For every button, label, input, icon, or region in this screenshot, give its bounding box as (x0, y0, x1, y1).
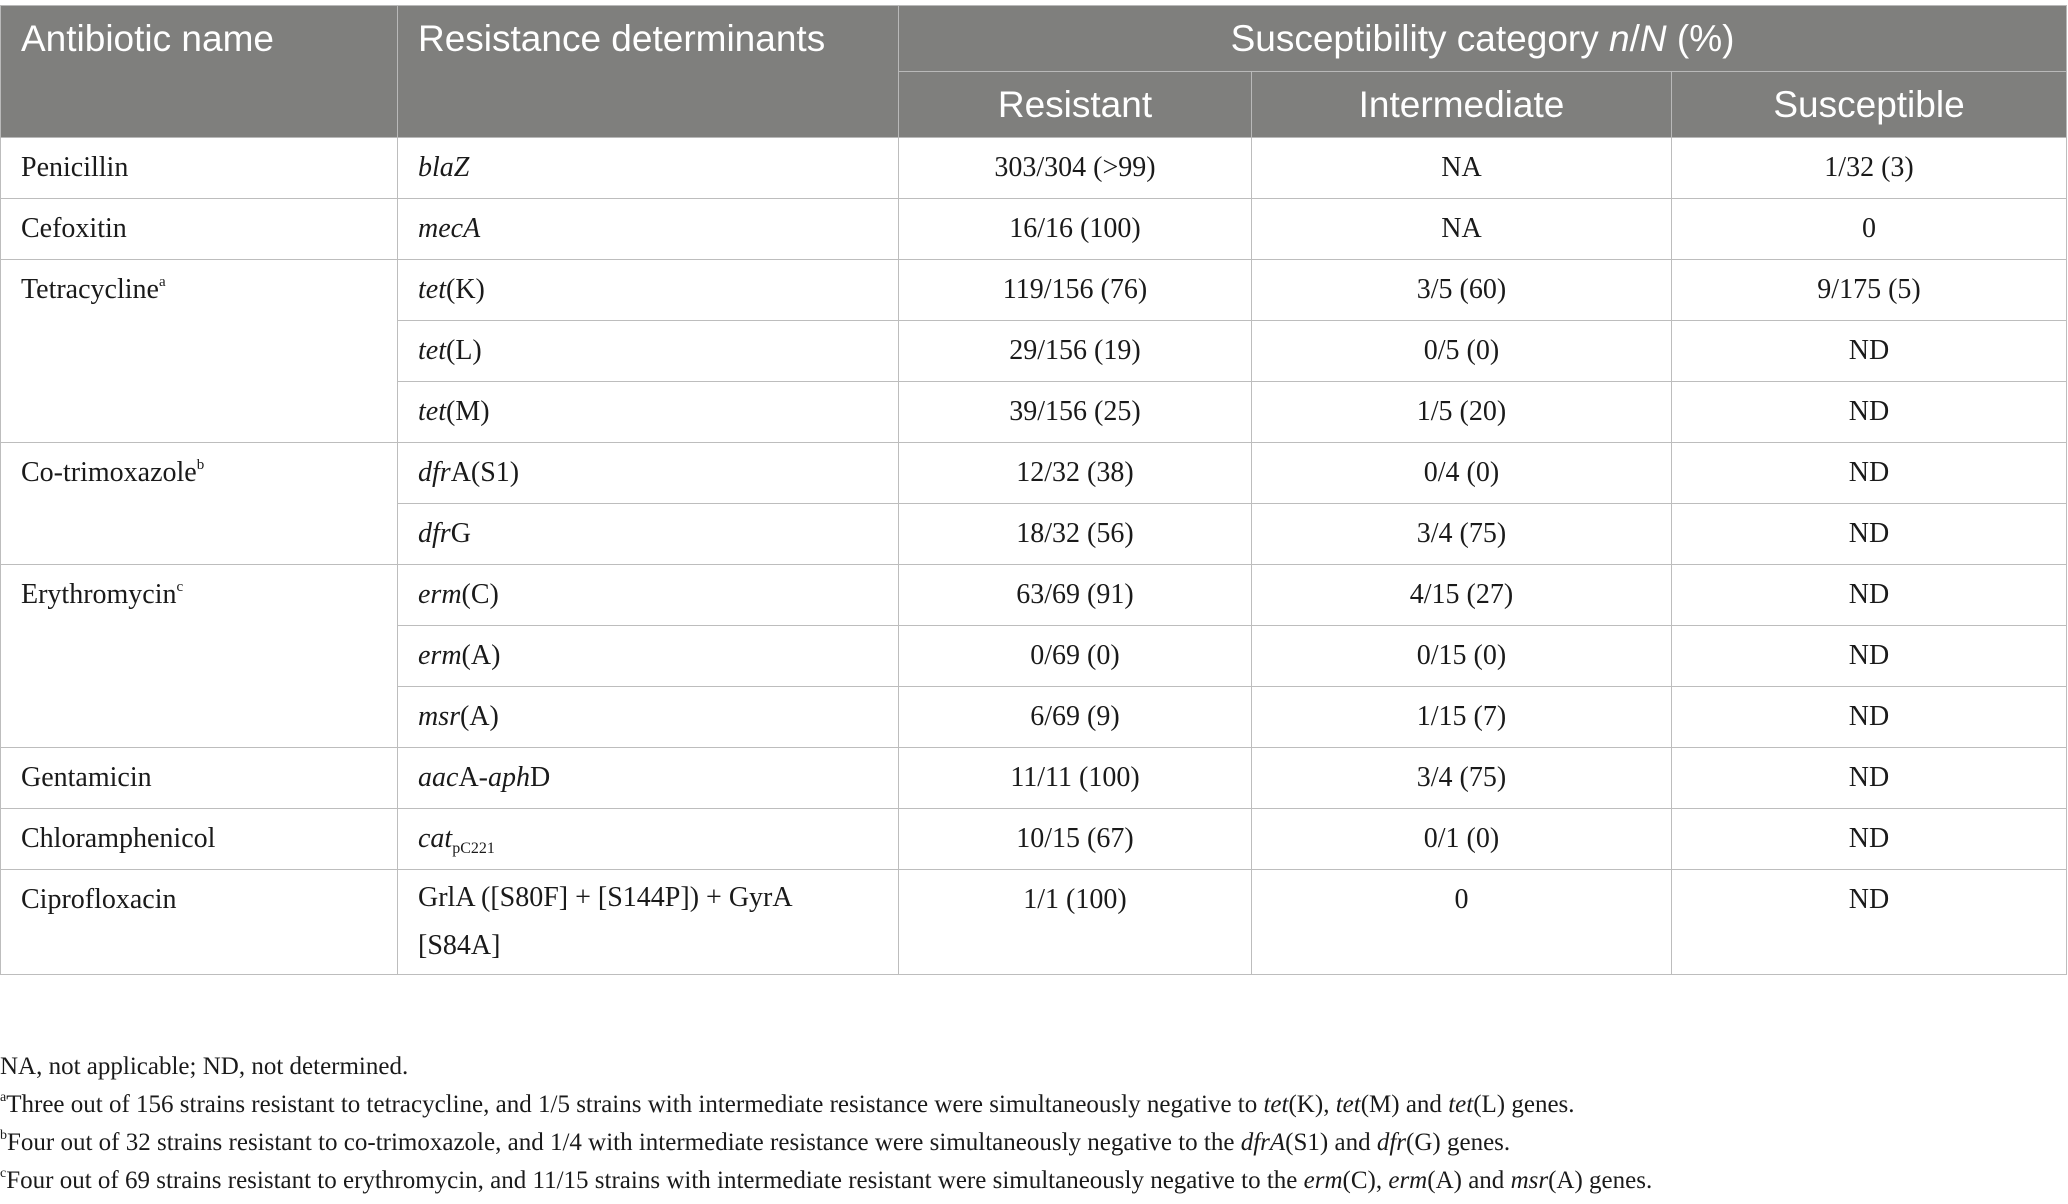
susceptible-cell: ND (1672, 504, 2067, 565)
susceptible-cell: ND (1672, 321, 2067, 382)
resistant-cell: 11/11 (100) (899, 748, 1252, 809)
intermediate-cell: 0/15 (0) (1252, 626, 1672, 687)
resistant-cell: 18/32 (56) (899, 504, 1252, 565)
intermediate-cell: NA (1252, 199, 1672, 260)
footnote-c: $^c$Four out of 69 strains resistant to erythromycin, and 11/15 strains with intermediate resistant were simultaneously negative to the erm(C), erm(A) and msr(A) genes. (0, 1166, 1653, 1194)
table-row (1, 443, 2067, 504)
resistant-cell: 39/156 (25) (899, 382, 1252, 443)
intermediate-cell: 3/4 (75) (1252, 504, 1672, 565)
susceptible-cell: ND (1672, 626, 2067, 687)
resistant-cell: 6/69 (9) (899, 687, 1252, 748)
intermediate-cell: 1/5 (20) (1252, 382, 1672, 443)
determinant-cell: GrlA ([S80F] + [S144P]) + GyrA [S84A] (398, 870, 899, 975)
resistant-cell: 12/32 (38) (899, 443, 1252, 504)
resistance-table (0, 5, 2067, 975)
intermediate-cell: 0/5 (0) (1252, 321, 1672, 382)
determinant-cell: tet(L) (398, 321, 899, 382)
determinant-cell: mecA (398, 199, 899, 260)
intermediate-cell: 0/4 (0) (1252, 443, 1672, 504)
antibiotic-tetracycline: Tetracycline$^a$ (1, 260, 398, 443)
determinant-cell: blaZ (398, 138, 899, 199)
header-resistant: Resistant (899, 72, 1252, 138)
determinant-cell: dfrG (398, 504, 899, 565)
resistant-cell: 119/156 (76) (899, 260, 1252, 321)
antibiotic-cotrimoxazole: Co-trimoxazole$^b$ (1, 443, 398, 565)
resistant-cell: 10/15 (67) (899, 809, 1252, 870)
intermediate-cell: 3/5 (60) (1252, 260, 1672, 321)
table-row (1, 199, 2067, 260)
susceptible-cell: ND (1672, 565, 2067, 626)
header-antibiotic-name: Antibiotic name (1, 6, 398, 138)
intermediate-cell: 4/15 (27) (1252, 565, 1672, 626)
susceptible-cell: ND (1672, 382, 2067, 443)
antibiotic-ciprofloxacin: Ciprofloxacin (1, 870, 398, 975)
footnote-b: $^b$Four out of 32 strains resistant to co-trimoxazole, and 1/4 with intermediate resistance were simultaneously negative to the dfrA(S1) and dfr(G) genes. (0, 1128, 1511, 1156)
antibiotic-erythromycin: Erythromycin$^c$ (1, 565, 398, 748)
table-row (1, 138, 2067, 199)
susceptible-cell: ND (1672, 687, 2067, 748)
table-row (1, 870, 2067, 975)
determinant-cell: aacA-aphD (398, 748, 899, 809)
determinant-cell: tet(K) (398, 260, 899, 321)
determinant-cell: tet(M) (398, 382, 899, 443)
antibiotic-chloramphenicol: Chloramphenicol (1, 809, 398, 870)
susceptible-cell: 0 (1672, 199, 2067, 260)
table-row (1, 260, 2067, 321)
table-row (1, 748, 2067, 809)
intermediate-cell: 0 (1252, 870, 1672, 975)
resistant-cell: 63/69 (91) (899, 565, 1252, 626)
table-footnotes (0, 1048, 2060, 1200)
resistant-cell: 0/69 (0) (899, 626, 1252, 687)
header-row-1 (1, 6, 2067, 72)
susceptible-cell: 1/32 (3) (1672, 138, 2067, 199)
determinant-cell: msr(A) (398, 687, 899, 748)
intermediate-cell: 0/1 (0) (1252, 809, 1672, 870)
header-susceptibility-category: Susceptibility category n/N (%) (899, 6, 2067, 72)
antibiotic-cefoxitin: Cefoxitin (1, 199, 398, 260)
determinant-cell: erm(C) (398, 565, 899, 626)
susceptible-cell: ND (1672, 870, 2067, 975)
resistant-cell: 303/304 (>99) (899, 138, 1252, 199)
table-row (1, 565, 2067, 626)
resistant-cell: 16/16 (100) (899, 199, 1252, 260)
susceptible-cell: 9/175 (5) (1672, 260, 2067, 321)
antibiotic-gentamicin: Gentamicin (1, 748, 398, 809)
intermediate-cell: 3/4 (75) (1252, 748, 1672, 809)
resistant-cell: 1/1 (100) (899, 870, 1252, 975)
susceptible-cell: ND (1672, 443, 2067, 504)
intermediate-cell: 1/15 (7) (1252, 687, 1672, 748)
header-resistance-determinants: Resistance determinants (398, 6, 899, 138)
determinant-cell: dfrA(S1) (398, 443, 899, 504)
footnote-abbreviations: NA, not applicable; ND, not determined. (0, 1053, 409, 1080)
footnote-a: $^a$Three out of 156 strains resistant to tetracycline, and 1/5 strains with intermediate resistance were simultaneously negative to tet(K), tet(M) and tet(L) genes. (0, 1090, 1575, 1118)
susceptible-cell: ND (1672, 809, 2067, 870)
header-intermediate: Intermediate (1252, 72, 1672, 138)
susceptible-cell: ND (1672, 748, 2067, 809)
antibiotic-penicillin: Penicillin (1, 138, 398, 199)
header-susceptible: Susceptible (1672, 72, 2067, 138)
resistant-cell: 29/156 (19) (899, 321, 1252, 382)
determinant-cell: cat$_{pC221}$ (398, 809, 899, 870)
determinant-cell: erm(A) (398, 626, 899, 687)
intermediate-cell: NA (1252, 138, 1672, 199)
table-row (1, 809, 2067, 870)
